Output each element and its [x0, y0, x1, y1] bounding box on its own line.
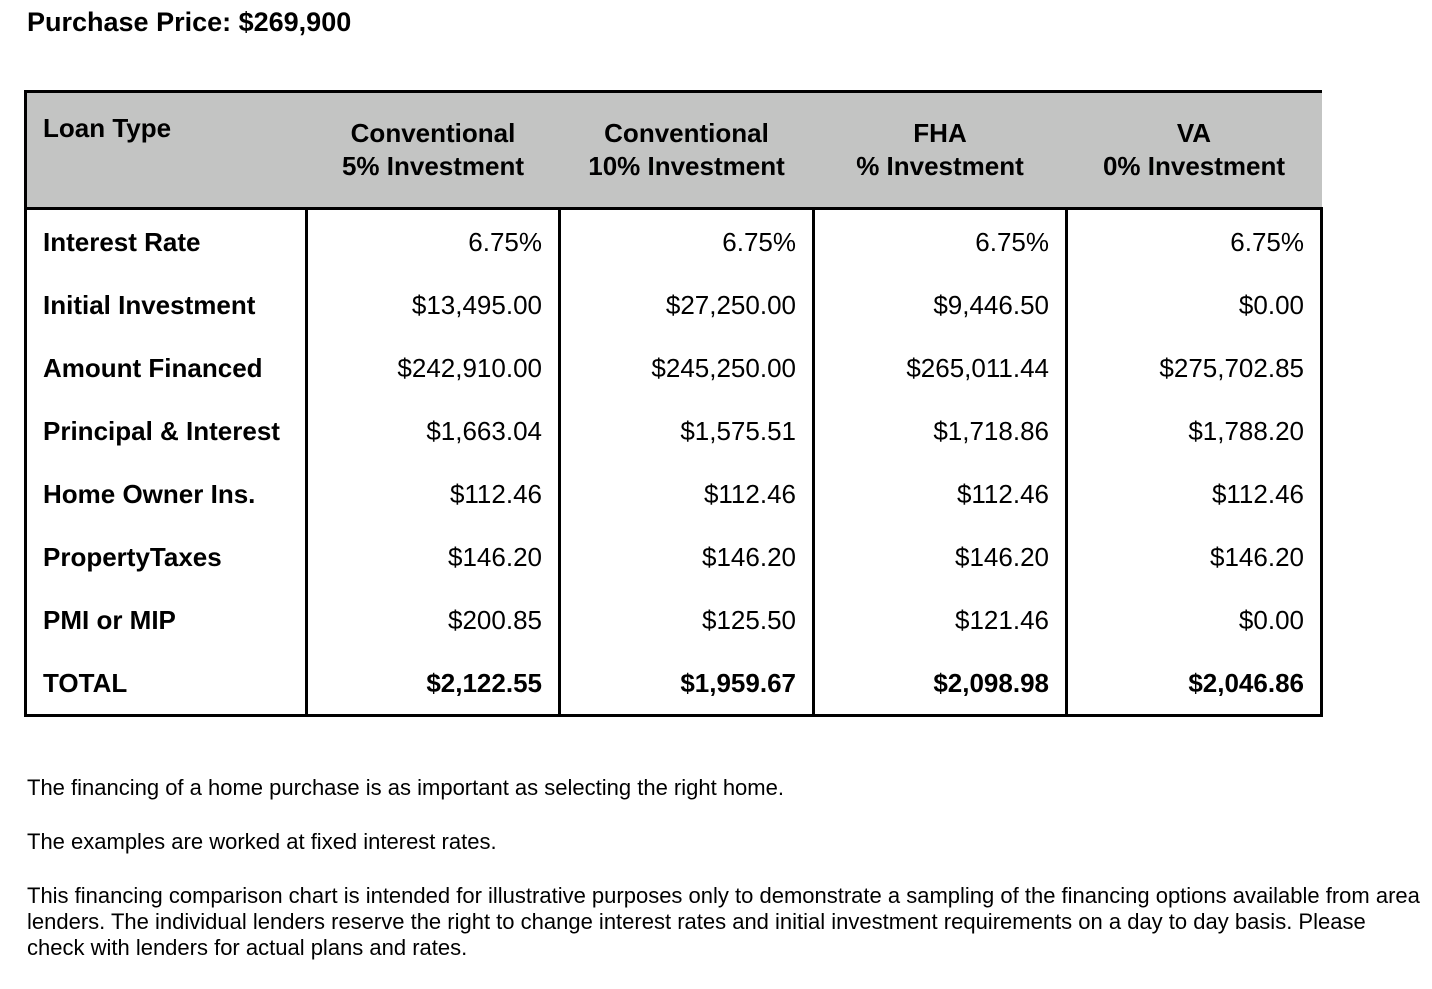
table-header-row	[26, 92, 1322, 209]
cell-value: 6.75%	[560, 209, 814, 274]
row-property-taxes	[26, 525, 1322, 588]
cell-value: $1,788.20	[1067, 399, 1322, 462]
row-amount-financed	[26, 336, 1322, 399]
row-home-owner-ins	[26, 462, 1322, 525]
cell-value: $146.20	[307, 525, 560, 588]
row-label: Initial Investment	[26, 273, 307, 336]
cell-value: $121.46	[814, 588, 1067, 651]
header-line: % Investment	[856, 151, 1024, 181]
row-initial-investment	[26, 273, 1322, 336]
header-line: 0% Investment	[1102, 151, 1286, 181]
note-paragraph: The financing of a home purchase is as important as selecting the right home.	[27, 775, 784, 800]
header-conventional-5	[307, 92, 560, 209]
row-label: Amount Financed	[26, 336, 307, 399]
cell-value: $146.20	[560, 525, 814, 588]
note-paragraph: The examples are worked at fixed interest rates.	[27, 829, 497, 854]
cell-value: $1,959.67	[560, 651, 814, 716]
cell-value: $1,575.51	[560, 399, 814, 462]
header-va	[1067, 92, 1322, 209]
header-line: Conventional	[350, 118, 516, 148]
cell-value: $2,122.55	[307, 651, 560, 716]
cell-value: $112.46	[814, 462, 1067, 525]
financing-comparison-table	[24, 90, 1323, 717]
cell-value: $146.20	[1067, 525, 1322, 588]
header-line: VA	[1176, 118, 1212, 148]
header-fha	[814, 92, 1067, 209]
cell-value: $1,718.86	[814, 399, 1067, 462]
cell-value: $265,011.44	[814, 336, 1067, 399]
cell-value: $2,046.86	[1067, 651, 1322, 716]
cell-value: 6.75%	[814, 209, 1067, 274]
cell-value: $146.20	[814, 525, 1067, 588]
cell-value: $275,702.85	[1067, 336, 1322, 399]
cell-value: $200.85	[307, 588, 560, 651]
header-line: 10% Investment	[588, 151, 785, 181]
cell-value: $242,910.00	[307, 336, 560, 399]
cell-value: $112.46	[560, 462, 814, 525]
header-line: Conventional	[604, 118, 769, 148]
header-line: 5% Investment	[341, 151, 525, 181]
cell-value: $27,250.00	[560, 273, 814, 336]
page-title: Purchase Price: $269,900	[27, 7, 352, 37]
cell-value: $13,495.00	[307, 273, 560, 336]
cell-value: $9,446.50	[814, 273, 1067, 336]
cell-value: 6.75%	[307, 209, 560, 274]
row-label: TOTAL	[26, 651, 307, 716]
row-label: Principal & Interest	[26, 399, 307, 462]
cell-value: 6.75%	[1067, 209, 1322, 274]
row-total	[26, 651, 1322, 716]
cell-value: $112.46	[1067, 462, 1322, 525]
header-loan-type: Loan Type	[26, 92, 307, 209]
header-line: FHA	[913, 118, 967, 148]
row-principal-interest	[26, 399, 1322, 462]
note-paragraph: This financing comparison chart is intended for illustrative purposes only to demonstrate a sampling of the financing options available from area lenders. The individual lenders reserve the right to change interest rates and initial investment requirements on a day to day basis. Please check with lenders for actual plans and rates.	[27, 883, 1420, 960]
notes-section	[27, 775, 1422, 989]
cell-value: $0.00	[1067, 588, 1322, 651]
cell-value: $245,250.00	[560, 336, 814, 399]
cell-value: $2,098.98	[814, 651, 1067, 716]
header-conventional-10	[560, 92, 814, 209]
row-label: Interest Rate	[26, 209, 307, 274]
row-label: PropertyTaxes	[26, 525, 307, 588]
cell-value: $112.46	[307, 462, 560, 525]
row-pmi-mip	[26, 588, 1322, 651]
cell-value: $1,663.04	[307, 399, 560, 462]
cell-value: $0.00	[1067, 273, 1322, 336]
row-label: PMI or MIP	[26, 588, 307, 651]
row-label: Home Owner Ins.	[26, 462, 307, 525]
cell-value: $125.50	[560, 588, 814, 651]
row-interest-rate	[26, 209, 1322, 274]
